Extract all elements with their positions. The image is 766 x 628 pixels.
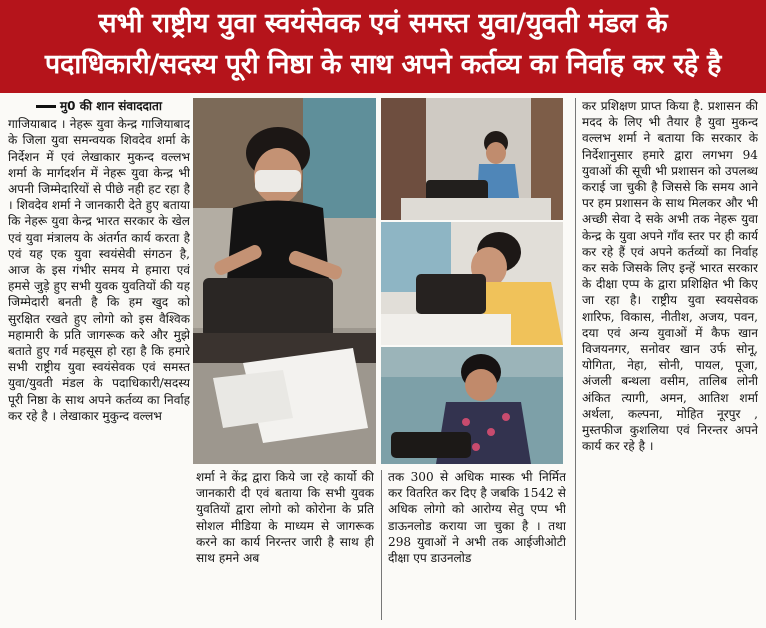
photo-masked-woman-sewing — [193, 98, 376, 464]
article-column-1 — [8, 98, 190, 620]
headline-banner — [0, 0, 766, 93]
byline: मु0 की शान संवाददाता — [8, 98, 190, 114]
photo-masked-woman-sewing-image — [193, 98, 376, 464]
headline-line-1: सभी राष्ट्रीय युवा स्वयंसेवक एवं समस्त युवा/युवती मंडल के — [98, 8, 668, 39]
column-divider — [381, 470, 382, 620]
photo-girl-yellow-top-sewing — [381, 222, 563, 345]
photo-girl-patterned-top-sewing — [381, 347, 563, 464]
headline-line-2: पदाधिकारी/सदस्य पूरी निष्ठा के साथ अपने कर्तव्य का निर्वाह कर रहे है — [44, 49, 722, 80]
photo-woman-sewing-room-image — [381, 98, 563, 220]
photo-girl-patterned-top-sewing-image — [381, 347, 563, 464]
column-divider — [575, 98, 576, 620]
photo-woman-sewing-room — [381, 98, 563, 220]
photo-girl-yellow-top-sewing-image — [381, 222, 563, 345]
article-column-4: कर प्रशिक्षण प्राप्त किया है. प्रशासन की मदद के लिए भी तैयार है युवा मुकन्द वल्लभ शर्मा ने बताया कि सरकार के निर्देशानुसार हमारे द्वारा लगभग 94 युवाओं की सूची भी प्रशासन को उपलब्ध कराई जा चुकी है जिससे कि समय आने पर हम प्रशासन के साथ मिलकर और भी अच्छी सेवा दे सके अभी तक नेहरू युवा केन्द्र के युवा अपने गाँव स्तर पर ही कार्य कर रहे हैं एवं अपने कर्तव्यों का निर्वाह कर सके जिसके लिए इन्हें भारत सरकार के दीक्षा एप्प के द्वारा प्रशिक्षित भी किए जा रहा है। राष्ट्रीय युवा स्वयसेवक शारिफ, विकास, नीतीश, अजय, पवन, दया एवं अन्य युवाओं में कैफ खान विजयनगर, सनोवर खान उर्फ सोनू, योगिता, नेहा, सोनी, पायल, पूजा, अंजली बन्थला वसीम, तालिब लोनी अंकित त्यागी, अमन, आतिश शर्मा अर्थला, कल्पना, मोहित नूरपुर , मुस्तफीज कुशलिया एवं निरन्तर अपने कार्य कर रहे है । — [582, 99, 758, 454]
column-1-text: गाजियाबाद । नेहरू युवा केन्द्र गाजियाबाद के जिला युवा समन्वयक शिवदेव शर्मा के निर्देशन में एवं लेखाकार मुकन्द वल्लभ शर्मा के मार्गदर्शन में नेहरू युवा केन्द्र भी अपनी जिम्मेदारियों से पीछे नही हट रहा है । शिवदेव शर्मा ने जानकारी देते हुए बताया कि नेहरू युवा केन्द्र भारत सरकार के खेल एवं युवा मंत्रालय के अंतर्गत कार्य करता है एवं यह एक युवा स्वयंसेवी संगठन है, आज के इस गंभीर समय मे हमारा एवं हमसे जुड़े हुए सभी युवक युवतियों की यह जिम्मेदारी बनती है कि हम खुद को सुरक्षित रखते हुए लोगो को इस वैश्विक महामारी के प्रति जागरूक करे और मुझे बताते हुए गर्व महसूस हो रहा है कि हमारे सभी राष्ट्रीय युवा स्वयंसेवक एवं समस्त युवा/युवती मंडल के पदाधिकारी/सदस्य पूरी निष्ठा के साथ अपने कर्तव्य का निर्वाह कर रहे है । लेखाकार मुकुन्द वल्लभ — [8, 117, 190, 423]
article-column-3: तक 300 से अधिक मास्क भी निर्मित कर वितरित कर दिए है जबकि 1542 से अधिक लोगो को आरोग्य सेतु एप्प भी डाऊनलोड कराया जा चुका है । तथा 298 युवाओं ने अभी तक आईजीओटी दीक्षा एप डाउनलोड — [388, 470, 566, 566]
article-column-2: शर्मा ने केंद्र द्वारा किये जा रहे कार्यो की जानकारी दी एवं बताया कि सभी युवक युवतियों द्वारा लोगो को कोरोना के प्रति सोशल मीडिया के माध्यम से जागरूक करने का कार्य निरन्तर जारी है साथ ही साथ हमने अब — [196, 470, 374, 566]
